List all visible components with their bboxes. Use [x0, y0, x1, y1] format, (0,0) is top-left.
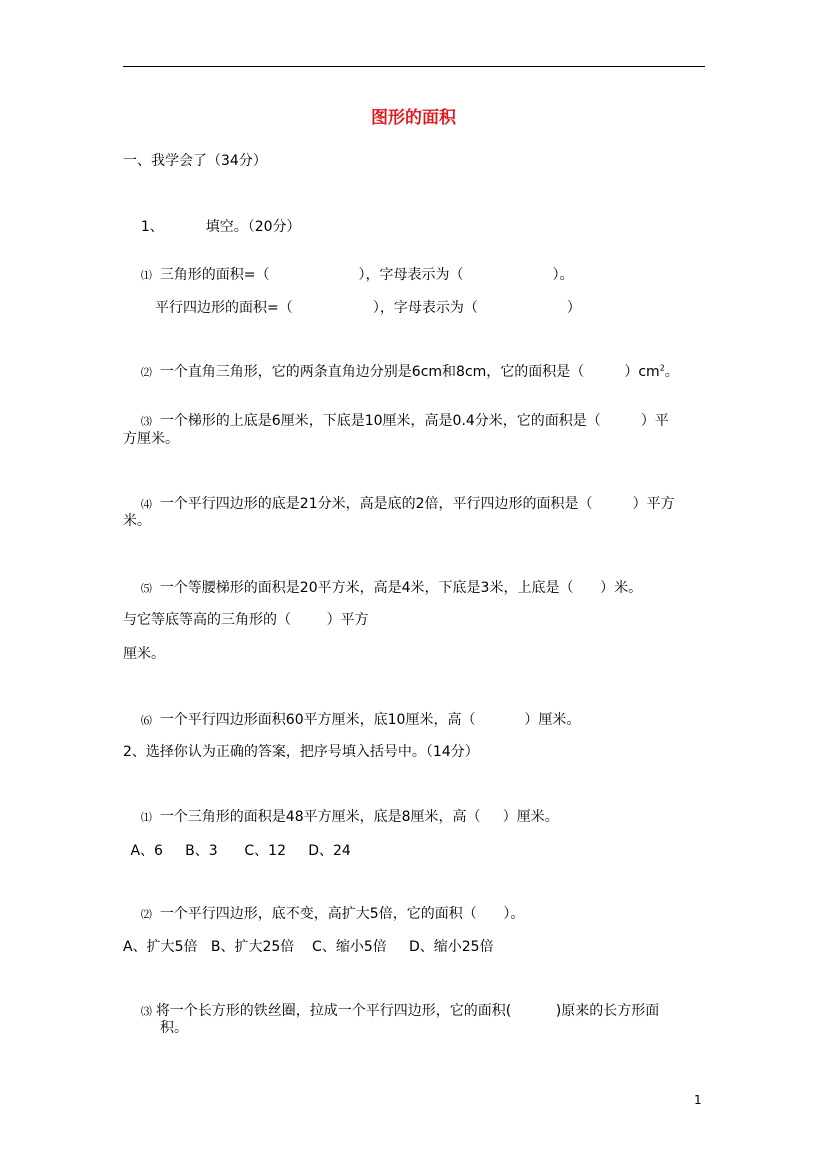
question-1-heading [123, 203, 301, 251]
fill-item-3-cont: 方厘米。 [123, 431, 179, 447]
item-marker: ⑸ [140, 582, 152, 595]
item-marker: ⑶ [140, 415, 152, 428]
item-text: 一个等腰梯形的面积是20平方米，高是4米，下底是3米，上底是（ ）米。 [159, 580, 643, 596]
choice-item-2 [123, 890, 524, 939]
superscript: 2 [659, 363, 665, 373]
choice-options-1: A、6 B、3 C、12 D、24 [126, 843, 351, 859]
item-text: 三角形的面积=（ ），字母表示为（ ）。 [159, 267, 574, 283]
question-label: 填空。（20分） [205, 219, 301, 235]
choice-item-1 [123, 793, 559, 842]
fill-item-5b: 与它等底等高的三角形的（ ）平方 [123, 612, 369, 628]
item-text: 一个平行四边形的底是21分米，高是底的2倍，平行四边形的面积是（ ）平方 [159, 496, 675, 512]
item-marker: ⑶ [140, 1005, 152, 1018]
item-marker: ⑵ [140, 366, 152, 379]
item-text: 一个三角形的面积是48平方厘米，底是8厘米，高（ ）厘米。 [159, 809, 559, 825]
fill-item-1 [123, 251, 574, 300]
header-rule [123, 66, 705, 67]
section-heading: 一、我学会了（34分） [123, 153, 267, 169]
item-marker: ⑷ [140, 498, 152, 511]
fill-item-4 [123, 480, 675, 529]
item-text: 一个直角三角形，它的两条直角边分别是6cm和8cm，它的面积是（ ）cm [159, 364, 660, 380]
fill-item-1b: 平行四边形的面积=（ ），字母表示为（ ） [155, 300, 581, 316]
item-text: 一个梯形的上底是6厘米，下底是10厘米，高是0.4分米，它的面积是（ ）平 [159, 413, 669, 429]
fill-item-6 [123, 696, 580, 745]
choice-item-3 [123, 987, 659, 1036]
item-text: 一个平行四边形，底不变，高扩大5倍，它的面积（ ）。 [159, 906, 525, 922]
item-marker: ⑵ [140, 908, 152, 921]
question-number: 1、 [140, 219, 164, 235]
item-marker: ⑴ [140, 811, 152, 824]
fill-item-5 [123, 564, 642, 613]
item-text: 将一个长方形的铁丝圈，拉成一个平行四边形，它的面积( )原来的长方形面 [155, 1003, 660, 1019]
item-text: 一个平行四边形面积60平方厘米，底10厘米，高（ ）厘米。 [159, 712, 581, 728]
item-marker: ⑴ [140, 269, 152, 282]
fill-item-3 [123, 397, 669, 446]
fill-item-5c: 厘米。 [123, 646, 165, 662]
fill-item-4-cont: 米。 [123, 513, 151, 529]
choice-options-2: A、扩大5倍 B、扩大25倍 C、缩小5倍 D、缩小25倍 [123, 939, 494, 955]
item-marker: ⑹ [140, 714, 152, 727]
fill-item-2 [123, 348, 679, 397]
page-number: 1 [694, 1093, 702, 1107]
item-end: 。 [664, 364, 679, 380]
choice-item-3-cont: 积。 [160, 1020, 188, 1036]
question-2-heading: 2、选择你认为正确的答案，把序号填入括号中。（14分） [123, 744, 479, 760]
page-title: 图形的面积 [371, 108, 456, 128]
